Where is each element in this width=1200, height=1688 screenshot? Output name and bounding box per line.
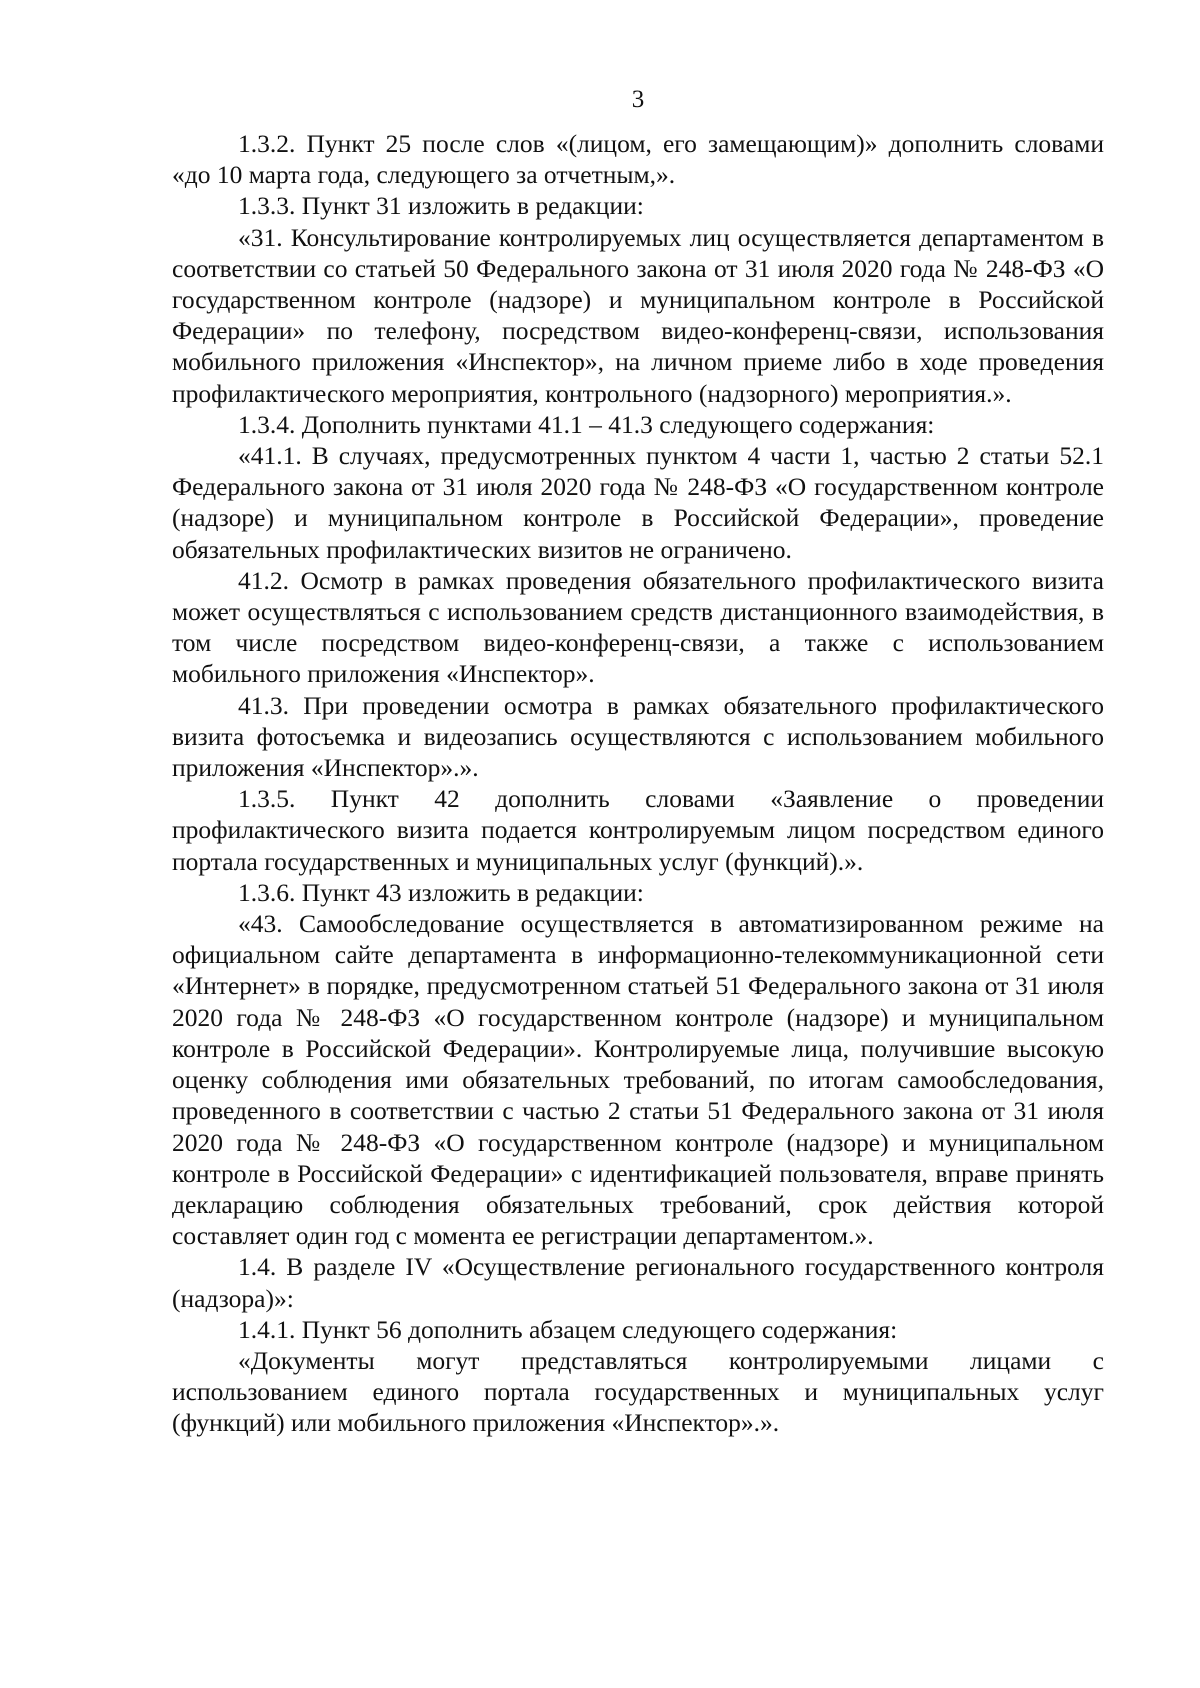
paragraph-documents: «Документы могут представляться контролируемыми лицами с использованием единого портала государственных и муниципальных услуг (функций) или мобильного приложения «Инспектор».». xyxy=(172,1345,1104,1438)
paragraph-item-41-3: 41.3. При проведении осмотра в рамках обязательного профилактического визита фотосъемка и видеозапись осуществляются с использованием мобильного приложения «Инспектор».». xyxy=(172,690,1104,783)
paragraph-item-31: «31. Консультирование контролируемых лиц осуществляется департаментом в соответствии со статьей 50 Федерального закона от 31 июля 2020 года № 248-ФЗ «О государственном контроле (надзоре) и муниципальном контроле в Российской Федерации» по телефону, посредством видео-конференц-связи, использования мобильного приложения «Инспектор», на личном приеме либо в ходе проведения профилактического мероприятия, контрольного (надзорного) мероприятия.». xyxy=(172,222,1104,408)
paragraph-1-4: 1.4. В разделе IV «Осуществление регионального государственного контроля (надзора)»: xyxy=(172,1252,1104,1313)
paragraph-1-3-3: 1.3.3. Пункт 31 изложить в редакции: xyxy=(238,191,644,221)
paragraph-1-3-2: 1.3.2. Пункт 25 после слов «(лицом, его замещающим)» дополнить словами «до 10 марта года, следующего за отчетным,». xyxy=(172,129,1104,190)
paragraph-1-4-1: 1.4.1. Пункт 56 дополнить абзацем следующего содержания: xyxy=(238,1314,898,1344)
paragraph-1-3-5: 1.3.5. Пункт 42 дополнить словами «Заявление о проведении профилактического визита подается контролируемым лицом посредством единого портала государственных и муниципальных услуг (функций).». xyxy=(172,784,1104,876)
paragraph-1-3-6: 1.3.6. Пункт 43 изложить в редакции: xyxy=(238,877,644,907)
paragraph-item-41-2: 41.2. Осмотр в рамках проведения обязательного профилактического визита может осуществляться с использованием средств дистанционного взаимодействия, в том числе посредством видео-конференц-связи, а также с использованием мобильного приложения «Инспектор». xyxy=(172,565,1104,689)
paragraph-item-43: «43. Самообследование осуществляется в автоматизированном режиме на официальном сайте департамента в информационно-телекоммуникационной сети «Интернет» в порядке, предусмотренном статьей 51 Федерального закона от 31 июля 2020 года № 248-ФЗ «О государственном контроле (надзоре) и муниципальном контроле в Российской Федерации». Контролируемые лица, получившие высокую оценку соблюдения ими обязательных требований, по итогам самообследования, проведенного в соответствии с частью 2 статьи 51 Федерального закона от 31 июля 2020 года № 248-ФЗ «О государственном контроле (надзоре) и муниципальном контроле в Российской Федерации» с идентификацией пользователя, вправе принять декларацию соблюдения обязательных требований, срок действия которой составляет один год с момента ее регистрации департаментом.». xyxy=(172,909,1104,1251)
paragraph-1-3-4: 1.3.4. Дополнить пунктами 41.1 – 41.3 следующего содержания: xyxy=(238,409,935,439)
paragraph-item-41-1: «41.1. В случаях, предусмотренных пунктом 4 части 1, частью 2 статьи 52.1 Федерального закона от 31 июля 2020 года № 248-ФЗ «О государственном контроле (надзоре) и муниципальном контроле в Российской Федерации», проведение обязательных профилактических визитов не ограничено. xyxy=(172,441,1104,564)
document-body xyxy=(172,128,1104,1439)
page-number: 3 xyxy=(631,86,645,113)
